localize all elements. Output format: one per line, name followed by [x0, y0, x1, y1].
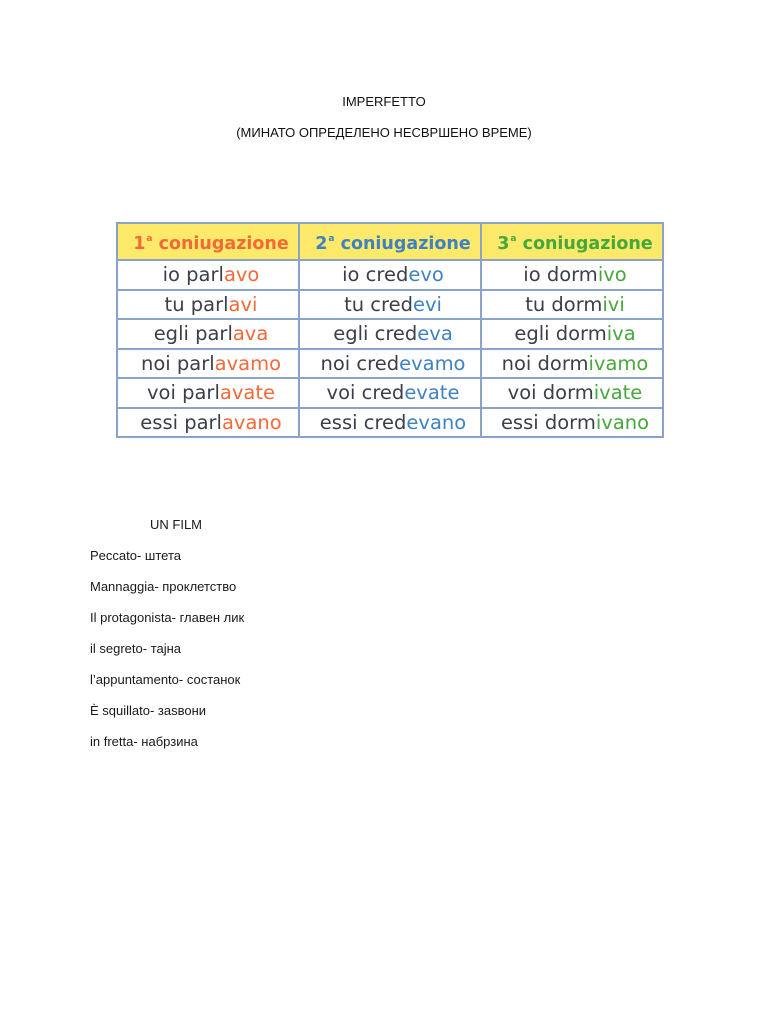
- conjugation-cell: [299, 378, 481, 408]
- vocab-list: [90, 548, 244, 765]
- page-title: IMPERFETTO: [342, 94, 426, 109]
- verb-ending: ava: [232, 322, 269, 346]
- table-header-row: [117, 223, 663, 260]
- verb-ending: ivamo: [588, 351, 649, 375]
- vocab-item: È squillato- заsвони: [90, 703, 207, 718]
- verb-stem: noi parl: [140, 351, 215, 375]
- conjugation-table: [116, 222, 664, 438]
- verb-stem: voi parl: [147, 381, 220, 405]
- conjugation-cell: [481, 319, 663, 349]
- vocab-item: Peccato- штета: [90, 548, 181, 563]
- verb-ending: evate: [404, 381, 460, 405]
- table-row: [117, 319, 663, 349]
- verb-stem: io cred: [342, 263, 409, 287]
- verb-stem: io parl: [162, 263, 224, 287]
- verb-stem: essi dorm: [500, 410, 596, 434]
- verb-stem: egli dorm: [514, 322, 607, 346]
- conjugation-cell: [117, 408, 299, 438]
- verb-ending: ivano: [595, 410, 650, 434]
- column-header-2: 2$^a$ coniugazione: [299, 223, 481, 260]
- table-row: [117, 290, 663, 320]
- verb-ending: avano: [221, 410, 282, 434]
- conjugation-cell: [299, 260, 481, 290]
- verb-stem: tu parl: [164, 292, 229, 316]
- verb-stem: egli parl: [153, 322, 233, 346]
- verb-stem: noi dorm: [501, 351, 589, 375]
- verb-stem: tu cred: [344, 292, 413, 316]
- conjugation-cell: [299, 408, 481, 438]
- table-row: [117, 260, 663, 290]
- page-subtitle: (МИНАТО ОПРЕДЕЛЕНО НЕСВРШЕНО ВРЕМЕ): [236, 125, 532, 140]
- verb-stem: essi parl: [140, 410, 222, 434]
- verb-ending: eva: [417, 322, 453, 346]
- verb-stem: essi cred: [319, 410, 407, 434]
- conjugation-cell: [117, 349, 299, 379]
- conjugation-cell: [299, 290, 481, 320]
- conjugation-cell: [117, 260, 299, 290]
- conjugation-cell: [117, 290, 299, 320]
- verb-ending: evo: [408, 263, 444, 287]
- verb-ending: avi: [228, 292, 258, 316]
- conjugation-cell: [117, 378, 299, 408]
- table-row: [117, 408, 663, 438]
- conjugation-cell: [481, 408, 663, 438]
- verb-ending: evano: [406, 410, 467, 434]
- verb-stem: noi cred: [320, 351, 400, 375]
- verb-ending: ivi: [602, 292, 625, 316]
- verb-ending: avamo: [214, 351, 282, 375]
- vocab-item: Il protagonista- главен лик: [90, 610, 245, 625]
- vocab-title: UN FILM: [150, 517, 202, 532]
- verb-stem: voi cred: [326, 381, 405, 405]
- conjugation-cell: [481, 378, 663, 408]
- vocab-item: Mannaggia- проклетство: [90, 579, 237, 594]
- table-row: [117, 349, 663, 379]
- conjugation-cell: [299, 319, 481, 349]
- column-header-3: 3$^a$ coniugazione: [481, 223, 663, 260]
- table-row: [117, 378, 663, 408]
- verb-stem: tu dorm: [525, 292, 603, 316]
- conjugation-cell: [481, 290, 663, 320]
- verb-ending: iva: [606, 322, 636, 346]
- conjugation-cell: [481, 260, 663, 290]
- column-header-1: 1$^a$ coniugazione: [117, 223, 299, 260]
- conjugation-cell: [299, 349, 481, 379]
- vocab-item: il segreto- тајна: [90, 641, 182, 656]
- verb-ending: evi: [412, 292, 442, 316]
- vocab-item: l’appuntamento- состанок: [90, 672, 241, 687]
- verb-stem: egli cred: [333, 322, 418, 346]
- verb-ending: ivate: [593, 381, 643, 405]
- verb-ending: ivo: [597, 263, 627, 287]
- conjugation-cell: [481, 349, 663, 379]
- verb-stem: io dorm: [523, 263, 598, 287]
- vocab-item: in fretta- набрзина: [90, 734, 198, 749]
- verb-ending: evamo: [399, 351, 466, 375]
- verb-ending: avo: [223, 263, 260, 287]
- verb-stem: voi dorm: [507, 381, 594, 405]
- verb-ending: avate: [219, 381, 275, 405]
- conjugation-cell: [117, 319, 299, 349]
